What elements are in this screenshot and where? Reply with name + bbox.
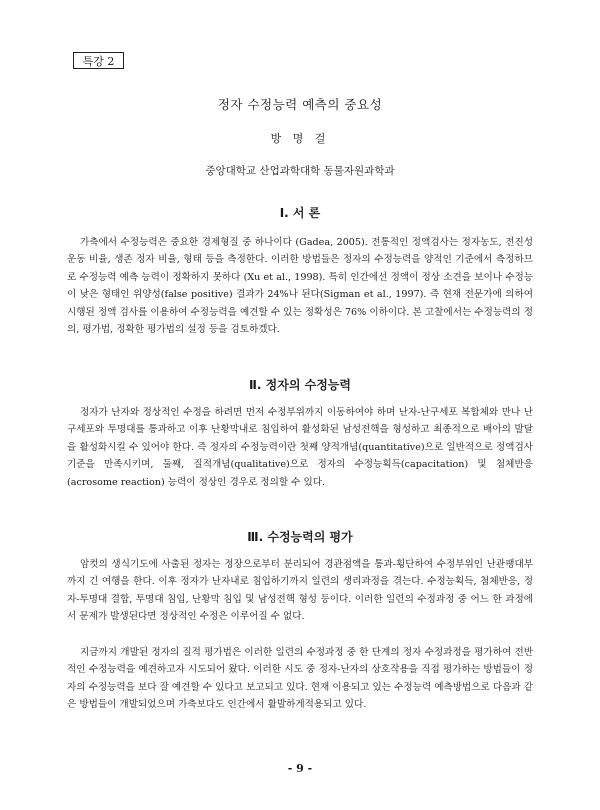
section-heading-fertility: Ⅱ. 정자의 수정능력	[249, 378, 351, 392]
paragraph-evaluation-1: 암컷의 생식기도에 사출된 정자는 정장으로부터 분리되어 경관점액을 통과-횡단하여 수정부위인 난관팽대부까지 긴 여행을 한다. 이후 정자가 난자내로 침입하기까지 일련의 생리과정을 겪는다. 수정능획득, 첨체반응, 정자-투명대 결합, 투명대 침입, 난황막 침입 및 남성전핵 형성 등이다. 이러한 일련의 수정과정 중 어느 한 과정에서 문제가 발생된다면 정상적인 수정은 이루어질 수 없다.	[67, 559, 533, 623]
paragraph-evaluation-2: 지금까지 개발된 정자의 질적 평가법은 이러한 일련의 수정과정 중 한 단계의 정자 수정과정을 평가하여 전반적인 수정능력을 예견하고자 시도되어 왔다. 이러한 시도 중 정자-난자의 상호작용을 직접 평가하는 방법들이 정자의 수정능력을 보다 잘 예견할 수 있다고 보고되고 있다. 현재 이용되고 있는 수정능력 예측방법으로 다음과 같은 방법들이 개발되었으며 가축보다도 인간에서 활발하게적용되고 있다.	[67, 647, 533, 711]
paper-title: 정자 수정능력 예측의 중요성	[217, 97, 383, 112]
page-number: - 9 -	[287, 762, 313, 775]
author-name: 방 명 걸	[270, 132, 330, 145]
section-heading-evaluation: Ⅲ. 수정능력의 평가	[247, 530, 353, 544]
section-heading-introduction: Ⅰ. 서 론	[279, 206, 321, 220]
paragraph-introduction: 가축에서 수정능력은 중요한 경제형질 중 하나이다 (Gadea, 2005). 전통적인 정액검사는 정자농도, 전진성 운동 비율, 생존 정자 비율, 형태 등을 측정한다. 이러한 방법들은 정자의 수정능력을 양적인 기준에서 측정하므로 수정능력 예측 능력이 정확하지 못하다 (Xu et al., 1998). 특히 인간에선 정액이 정상 소견을 보이나 수정능이 낮은 형태인 위양성(false positive) 결과가 24%나 된다(Sigman et al., 1997). 즉 현재 전문가에 의하여 시행된 정액 검사를 이용하여 수정능력을 예견할 수 있는 정확성은 76% 이하이다. 본 고찰에서는 수정능력의 정의, 평가법, 정확한 평가법의 설정 등을 검토하겠다.	[67, 237, 533, 336]
lecture-tag: 특강 2	[73, 52, 124, 69]
paragraph-fertility: 정자가 난자와 정상적인 수정을 하려면 먼저 수정부위까지 이동하여야 하며 난자-난구세포 복합체와 만나 난구세포와 투명대를 통과하고 이후 난황막내로 침입하여 활성화된 남성전핵을 형성하고 최종적으로 배아의 발달을 활성화시킬 수 있어야 한다. 즉 정자의 수정능력이란 첫째 양적개념(quantitative)으로 일반적으로 정액검사기준을 만족시키며, 둘째, 질적개념(qualitative)으로 정자의 수정능획득(capacitation) 및 첨체반응(acrosome reaction) 능력이 정상인 경우로 정의할 수 있다.	[67, 407, 533, 488]
author-affiliation: 중앙대학교 산업과학대학 동물자원과학과	[205, 165, 395, 177]
